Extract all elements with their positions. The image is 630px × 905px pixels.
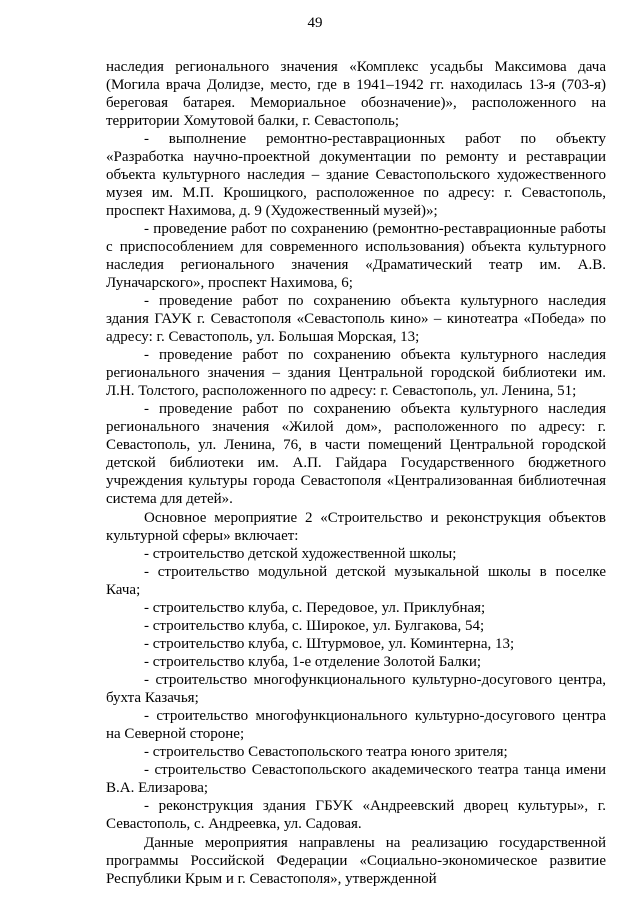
list-item-dance-theatre: - строительство Севастопольского академического театра танца имени В.А. Елизарова;	[106, 762, 606, 796]
list-item-music-school: - строительство модульной детской музыкальной школы в поселке Кача;	[106, 564, 606, 598]
paragraph-tolstoy-library: - проведение работ по сохранению объекта культурного наследия регионального значения – здания Центральной городской библиотеки им. Л.Н. Толстого, расположенного по адресу: г. Севастополь, ул. Ленина, 51;	[106, 347, 606, 399]
list-item-center-kazachya: - строительство многофункционального культурно-досугового центра, бухта Казачья;	[106, 672, 606, 706]
paragraph-main-activity-2: Основное мероприятие 2 «Строительство и реконструкция объектов культурной сферы» включает:	[106, 510, 606, 544]
paragraph-state-program: Данные мероприятия направлены на реализацию государственной программы Российской Федерации «Социально-экономическое развитие Республики Крым и г. Севастополя», утвержденной	[106, 835, 606, 887]
list-item-center-severnaya: - строительство многофункционального культурно-досугового центра на Северной стороне;	[106, 708, 606, 742]
list-item-club-peredovoe: - строительство клуба, с. Передовое, ул. Приклубная;	[144, 600, 486, 616]
page-number: 49	[307, 15, 323, 31]
paragraph-pobeda-cinema: - проведение работ по сохранению объекта культурного наследия здания ГАУК г. Севастополя «Севастополь кино» – кинотеатра «Победа» по адресу: г. Севастополь, ул. Большая Морская, 13;	[106, 293, 606, 345]
paragraph-drama-theatre: - проведение работ по сохранению (ремонтно-реставрационные работы с приспособлением для современного использования) объекта культурного наследия регионального значения «Драматический театр им. А.В. Луначарского», проспект Нахимова, 6;	[106, 221, 606, 291]
paragraph-gaidar-library: - проведение работ по сохранению объекта культурного наследия регионального значения «Жилой дом», расположенного по адресу: г. Севастополь, ул. Ленина, 76, в части помещений Центральной городской детской библиотеки им. А.П. Гайдара Государственного бюджетного учреждения культуры города Севастополя «Централизованная библиотечная система для детей».	[106, 401, 606, 507]
list-item-andreevsky-palace: - реконструкция здания ГБУК «Андреевский дворец культуры», г. Севастополь, с. Андреевка, ул. Садовая.	[106, 798, 606, 832]
list-item-youth-theatre: - строительство Севастопольского театра юного зрителя;	[144, 744, 508, 760]
list-item-club-zolotaya-balka: - строительство клуба, 1-е отделение Золотой Балки;	[144, 654, 482, 670]
list-item-club-shirokoe: - строительство клуба, с. Широкое, ул. Булгакова, 54;	[144, 618, 485, 634]
paragraph-art-museum-restoration: - выполнение ремонтно-реставрационных работ по объекту «Разработка научно-проектной документации по ремонту и реставрации объекта культурного наследия – здание Севастопольского художественного музея им. М.П. Крошицкого, расположенное по адресу: г. Севастополь, проспект Нахимова, д. 9 (Художественный музей)»;	[106, 131, 606, 219]
paragraph-heritage-continuation: наследия регионального значения «Комплекс усадьбы Максимова дача (Могила врача Долидзе, место, где в 1941–1942 гг. находилась 13-я (703-я) береговая батарея. Мемориальное обозначение)», расположенного на территории Хомутовой балки, г. Севастополь;	[106, 59, 606, 129]
list-item-art-school: - строительство детской художественной школы;	[144, 546, 457, 562]
list-item-club-shturmovoe: - строительство клуба, с. Штурмовое, ул. Коминтерна, 13;	[144, 636, 515, 652]
document-body	[106, 58, 606, 888]
